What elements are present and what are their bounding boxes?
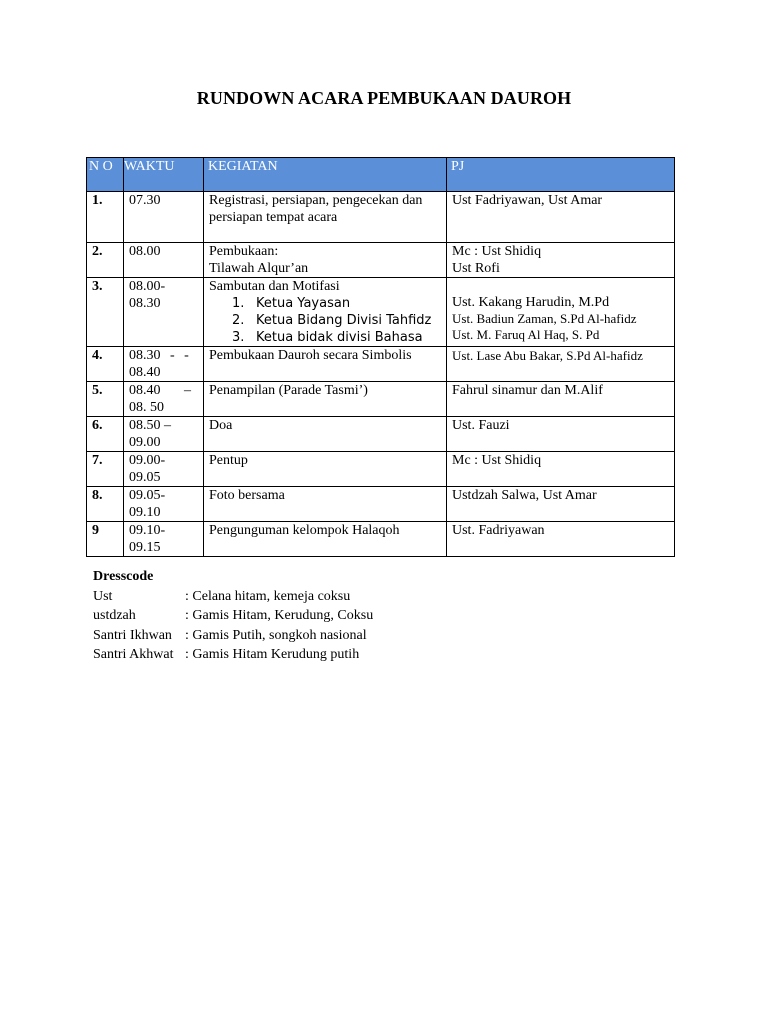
header-kegiatan: KEGIATAN xyxy=(204,158,447,192)
dresscode-section xyxy=(93,567,373,665)
list-item-text: Ketua bidak divisi Bahasa xyxy=(256,330,423,345)
row-no: 8. xyxy=(87,487,124,522)
kegiatan-title: Sambutan dan Motifasi xyxy=(209,279,340,294)
kegiatan-line: Pembukaan: xyxy=(209,244,279,259)
row-no: 3. xyxy=(87,278,124,347)
row-kegiatan: Foto bersama xyxy=(204,487,447,522)
rundown-table xyxy=(86,157,675,557)
row-kegiatan: Pembukaan Dauroh secara Simbolis xyxy=(204,347,447,382)
kegiatan-line: Tilawah Alqur’an xyxy=(209,261,309,276)
waktu-line: 08.50 – xyxy=(129,418,171,433)
row-waktu: 07.30 xyxy=(124,192,204,243)
row-pj: Fahrul sinamur dan M.Alif xyxy=(447,382,675,417)
table-row xyxy=(87,347,675,382)
row-kegiatan: Doa xyxy=(204,417,447,452)
pj-line: Ust Rofi xyxy=(452,261,500,276)
table-row xyxy=(87,417,675,452)
row-kegiatan: Registrasi, persiapan, pengecekan dan persiapan tempat acara xyxy=(204,192,447,243)
row-no: 6. xyxy=(87,417,124,452)
dresscode-item xyxy=(93,606,373,626)
row-no: 4. xyxy=(87,347,124,382)
waktu-line: 09.05- xyxy=(129,488,166,503)
list-item xyxy=(209,329,441,346)
header-waktu: WAKTU xyxy=(124,158,204,192)
waktu-line: 09.00- xyxy=(129,453,166,468)
waktu-line: 09.15 xyxy=(129,540,161,555)
row-waktu xyxy=(124,522,204,557)
dresscode-value: : Gamis Putih, songkoh nasional xyxy=(185,627,367,643)
row-pj: Ustdzah Salwa, Ust Amar xyxy=(447,487,675,522)
row-waktu xyxy=(124,417,204,452)
list-item-text: Ketua Yayasan xyxy=(256,296,351,311)
table-row xyxy=(87,278,675,347)
waktu-line: 08.30 xyxy=(129,296,161,311)
row-pj: Mc : Ust Shidiq xyxy=(447,452,675,487)
list-item xyxy=(209,295,441,312)
row-pj: Ust Fadriyawan, Ust Amar xyxy=(447,192,675,243)
dresscode-label: ustdzah xyxy=(93,608,136,623)
table-header-row xyxy=(87,158,675,192)
row-pj xyxy=(447,278,675,347)
row-pj: Ust. Lase Abu Bakar, S.Pd Al-hafidz xyxy=(447,347,675,382)
waktu-line: 09.10 xyxy=(129,505,161,520)
pj-line: Mc : Ust Shidiq xyxy=(452,244,542,259)
waktu-line: 09.10- xyxy=(129,523,166,538)
header-no xyxy=(87,158,124,192)
waktu-line: 08.40 – xyxy=(129,383,191,398)
row-waktu xyxy=(124,382,204,417)
document-title: RUNDOWN ACARA PEMBUKAAN DAUROH xyxy=(196,88,572,108)
row-no: 7. xyxy=(87,452,124,487)
dresscode-heading: Dresscode xyxy=(93,569,154,584)
kegiatan-list xyxy=(209,295,441,346)
row-waktu xyxy=(124,347,204,382)
list-item xyxy=(209,312,441,329)
row-kegiatan: Pengunguman kelompok Halaqoh xyxy=(204,522,447,557)
dresscode-value: : Gamis Hitam, Kerudung, Coksu xyxy=(185,608,374,623)
pj-line: Ust. M. Faruq Al Haq, S. Pd xyxy=(452,327,600,342)
waktu-line: 09.05 xyxy=(129,470,161,485)
row-kegiatan xyxy=(204,243,447,278)
table-row xyxy=(87,452,675,487)
waktu-line: 08. 50 xyxy=(129,400,164,415)
row-kegiatan xyxy=(204,278,447,347)
dresscode-label: Ust xyxy=(93,588,113,604)
header-pj: PJ xyxy=(447,158,675,192)
waktu-line: 08.30 - - xyxy=(129,348,189,363)
list-item-number: 2. xyxy=(232,313,245,328)
list-item-number: 1. xyxy=(232,296,245,311)
dresscode-item xyxy=(93,626,373,646)
row-kegiatan: Pentup xyxy=(204,452,447,487)
list-item-text: Ketua Bidang Divisi Tahfidz xyxy=(256,313,432,328)
row-waktu xyxy=(124,452,204,487)
header-no-label: N O xyxy=(89,159,113,174)
dresscode-item xyxy=(93,587,373,607)
table-row xyxy=(87,487,675,522)
row-no: 9 xyxy=(87,522,124,557)
dresscode-label: Santri Ikhwan xyxy=(93,627,172,643)
row-pj: Ust. Fauzi xyxy=(447,417,675,452)
list-item-number: 3. xyxy=(232,330,245,345)
dresscode-value: : Gamis Hitam Kerudung putih xyxy=(185,647,360,662)
row-waktu xyxy=(124,487,204,522)
row-waktu: 08.00 xyxy=(124,243,204,278)
row-no: 1. xyxy=(87,192,124,243)
dresscode-item xyxy=(93,645,373,665)
pj-line: Ust. Badiun Zaman, S.Pd Al-hafidz xyxy=(452,311,637,326)
table-row xyxy=(87,522,675,557)
dresscode-value: : Celana hitam, kemeja coksu xyxy=(185,588,351,604)
waktu-line: 08.40 xyxy=(129,365,161,380)
waktu-line: 09.00 xyxy=(129,435,161,450)
dresscode-label: Santri Akhwat xyxy=(93,647,174,662)
table-row xyxy=(87,382,675,417)
table-row xyxy=(87,192,675,243)
row-no: 2. xyxy=(87,243,124,278)
row-waktu xyxy=(124,278,204,347)
table-row xyxy=(87,243,675,278)
row-pj: Ust. Fadriyawan xyxy=(447,522,675,557)
row-no: 5. xyxy=(87,382,124,417)
waktu-line: 08.00- xyxy=(129,279,166,294)
row-pj xyxy=(447,243,675,278)
row-kegiatan: Penampilan (Parade Tasmi’) xyxy=(204,382,447,417)
pj-line: Ust. Kakang Harudin, M.Pd xyxy=(452,295,610,310)
